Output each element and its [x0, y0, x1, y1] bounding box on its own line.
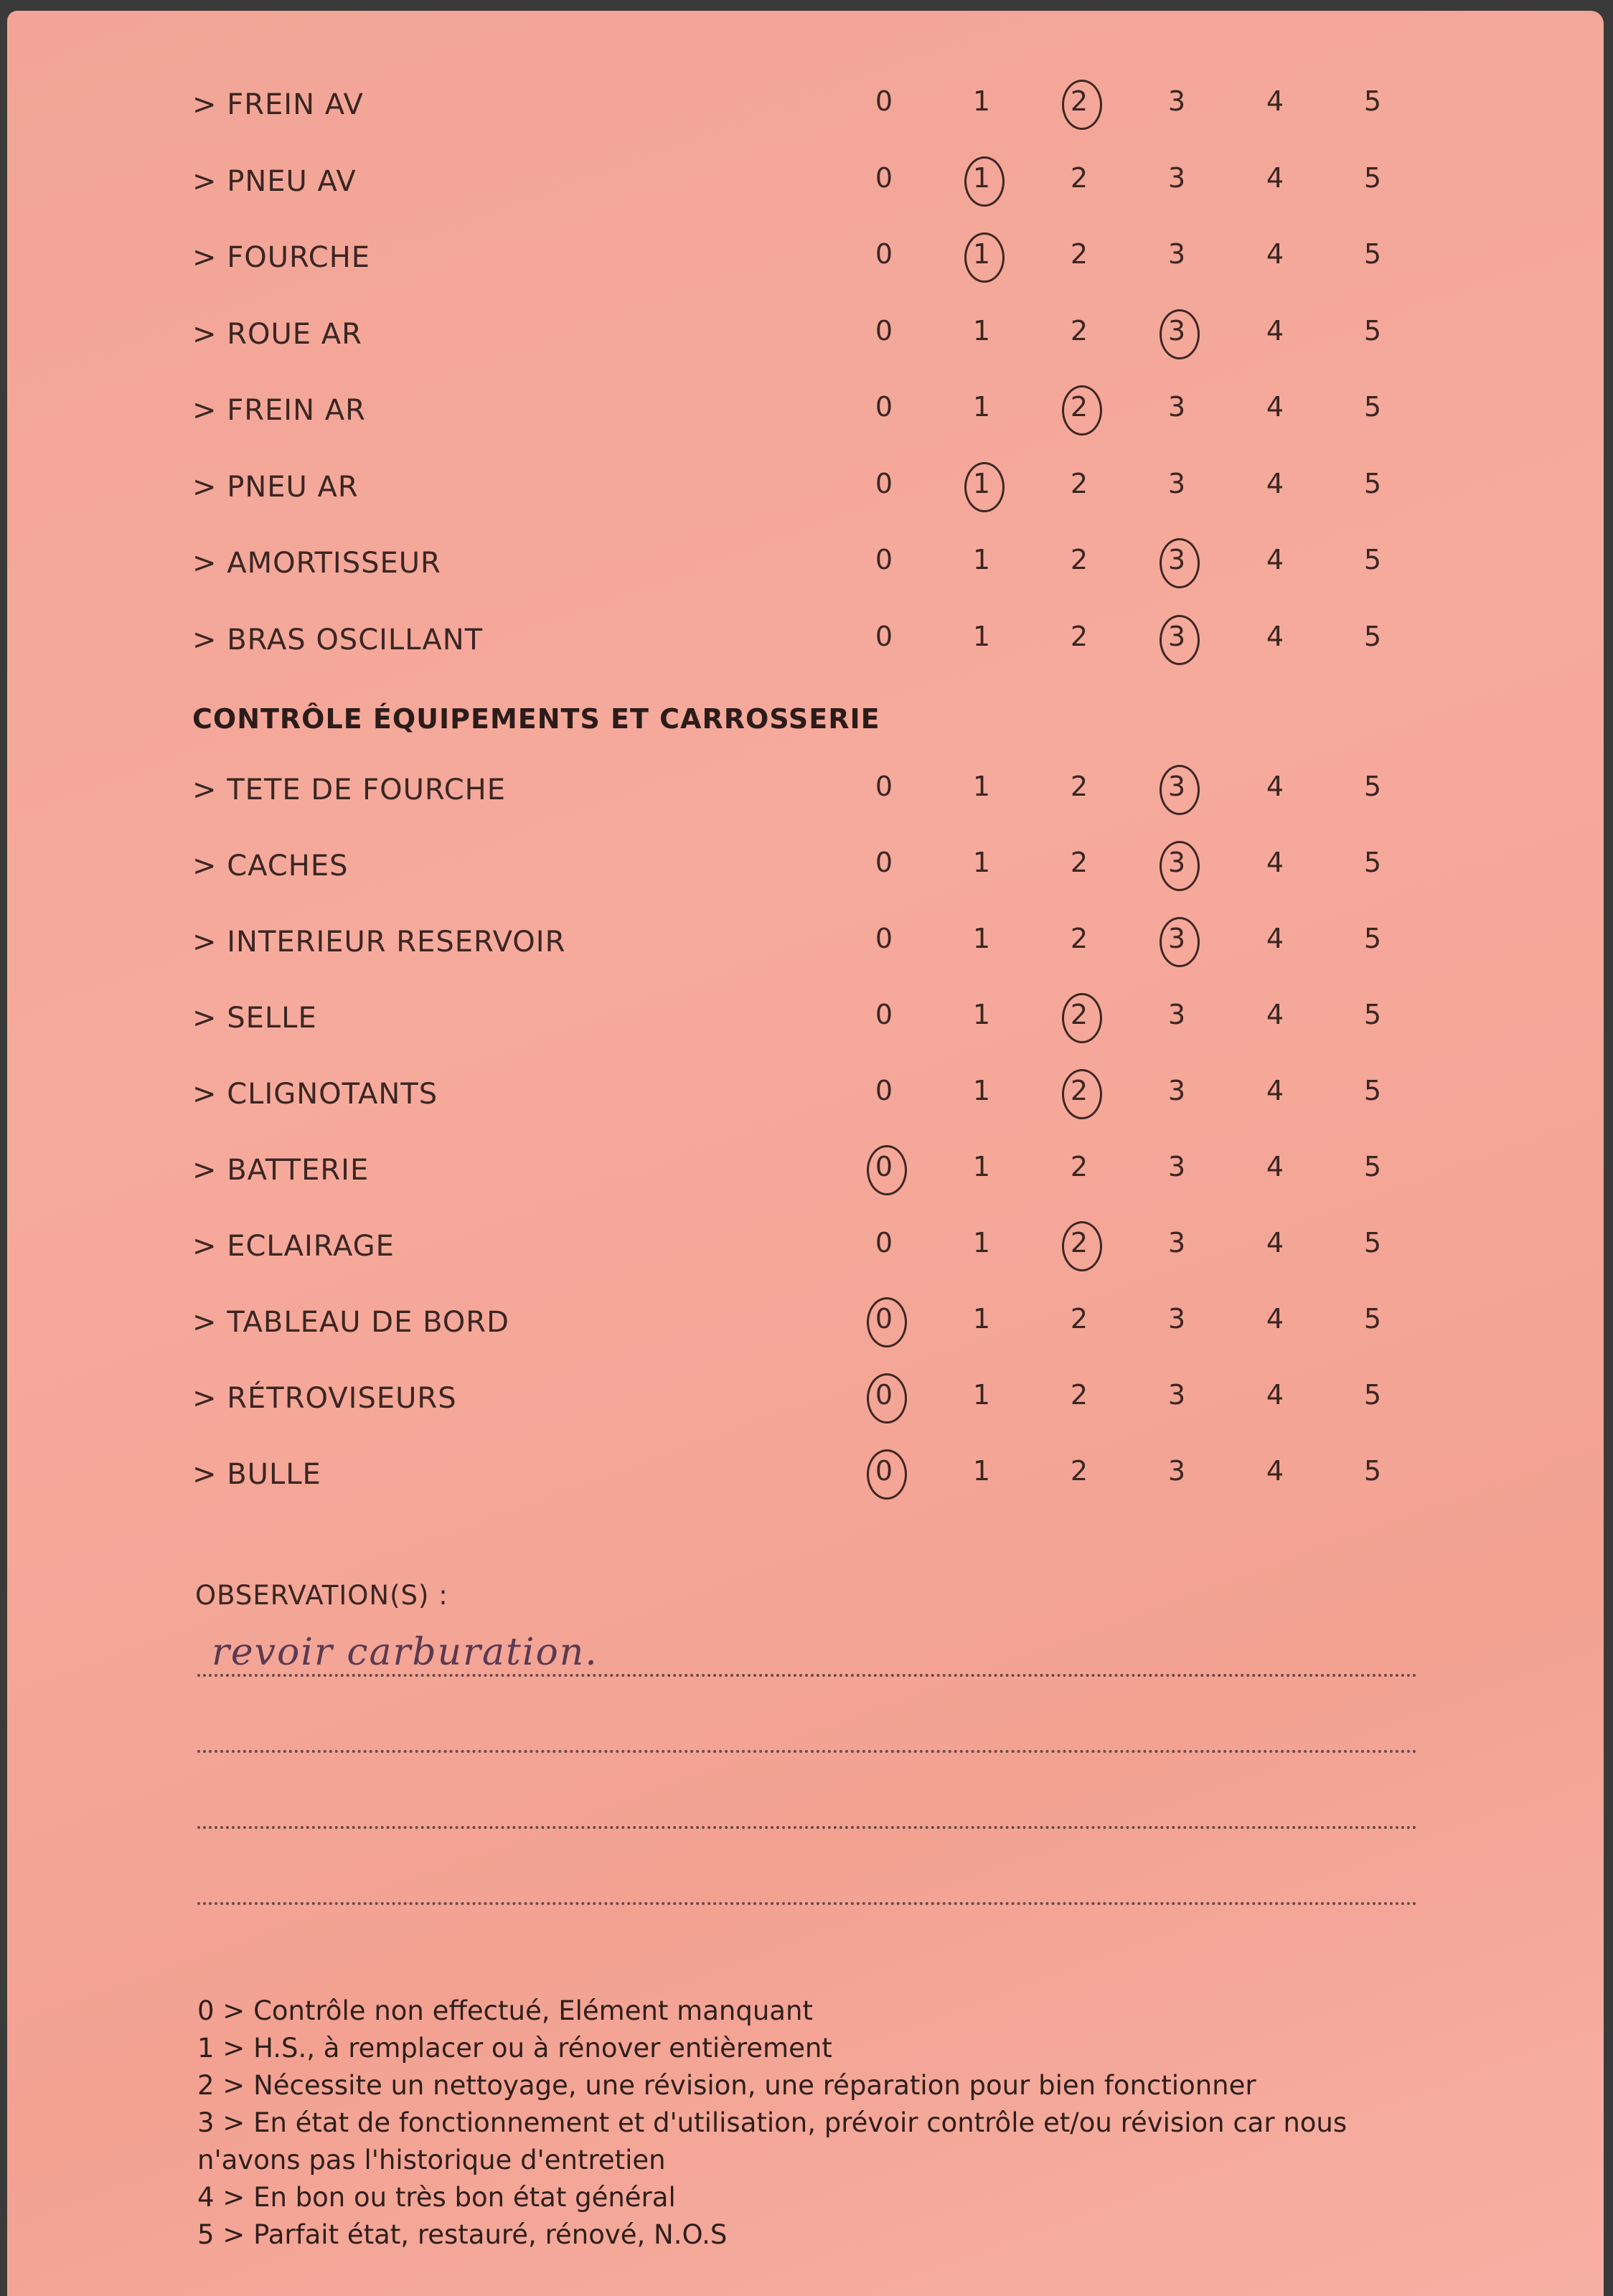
rating-option-selected: 0 — [862, 1151, 906, 1182]
rating-option: 1 — [972, 85, 991, 117]
rating-option: 5 — [1363, 1455, 1382, 1487]
rating-option: 0 — [875, 771, 893, 802]
rating-option: 1 — [972, 391, 991, 423]
rating-option-selected: 3 — [1155, 315, 1198, 347]
observation-line — [197, 1750, 1417, 1753]
rating-option: 5 — [1363, 999, 1382, 1030]
rating-option: 0 — [875, 923, 893, 954]
legend-item: 0 > Contrôle non effectué, Elément manquant — [197, 1995, 813, 2026]
inspection-sheet — [7, 11, 1604, 2296]
rating-option-selected: 0 — [862, 1379, 906, 1411]
checklist-row — [7, 605, 1613, 677]
rating-option-selected: 0 — [862, 1303, 906, 1335]
legend-item: 3 > En état de fonctionnement et d'utilisation, prévoir contrôle et/ou révision car nous n'avons pas l'historique d'entretien — [197, 2107, 1348, 2175]
rating-option: 5 — [1363, 1227, 1382, 1258]
rating-option: 5 — [1363, 847, 1382, 878]
checklist-row — [7, 146, 1613, 218]
rating-option: 0 — [875, 314, 893, 347]
rating-option: 5 — [1363, 1379, 1382, 1411]
rating-option: 1 — [972, 544, 991, 575]
rating-option: 5 — [1363, 771, 1382, 802]
rating-option-selected: 3 — [1155, 544, 1198, 575]
legend-item: 4 > En bon ou très bon état général — [197, 2182, 676, 2213]
rating-option: 3 — [1167, 85, 1186, 117]
observation-line — [197, 1902, 1417, 1905]
rating-option: 2 — [1070, 1303, 1088, 1335]
checklist-item-label: > BULLE — [192, 1458, 321, 1491]
rating-option: 1 — [972, 1379, 991, 1411]
rating-legend — [197, 1992, 1431, 2254]
rating-option: 3 — [1167, 391, 1186, 423]
rating-option: 4 — [1266, 1303, 1284, 1335]
checklist-item-label: > FREIN AV — [192, 88, 364, 121]
rating-option: 0 — [875, 1075, 893, 1106]
checklist-item-label: > ROUE AR — [192, 317, 362, 351]
rating-option-selected: 2 — [1058, 1075, 1101, 1106]
rating-option-selected: 2 — [1058, 85, 1101, 117]
rating-option: 4 — [1266, 1151, 1284, 1182]
rating-option: 5 — [1363, 923, 1382, 954]
rating-option: 4 — [1266, 1075, 1284, 1106]
rating-option: 1 — [972, 999, 991, 1030]
checklist-row — [7, 755, 1613, 827]
rating-option: 3 — [1167, 1075, 1186, 1106]
rating-option: 0 — [875, 620, 893, 652]
rating-option: 5 — [1363, 620, 1382, 652]
checklist-item-label: > BRAS OSCILLANT — [192, 623, 484, 657]
rating-option: 5 — [1363, 1075, 1382, 1106]
checklist-row — [7, 70, 1613, 141]
rating-option: 2 — [1070, 620, 1088, 652]
rating-option: 3 — [1167, 238, 1186, 270]
rating-option: 2 — [1070, 1151, 1088, 1182]
rating-option: 2 — [1070, 161, 1088, 194]
checklist-item-label: > AMORTISSEUR — [192, 547, 441, 580]
rating-option: 5 — [1363, 238, 1382, 270]
checklist-item-label: > TETE DE FOURCHE — [192, 773, 506, 806]
rating-option: 2 — [1070, 238, 1088, 270]
rating-option: 4 — [1266, 1455, 1284, 1487]
rating-option: 4 — [1266, 847, 1284, 878]
rating-option-selected: 2 — [1058, 1227, 1101, 1258]
rating-option: 2 — [1070, 467, 1088, 499]
rating-option: 5 — [1363, 1151, 1382, 1182]
rating-option: 5 — [1363, 1303, 1382, 1335]
rating-option: 5 — [1363, 467, 1382, 499]
rating-option: 4 — [1266, 544, 1284, 575]
rating-option: 0 — [875, 1227, 893, 1258]
checklist-row — [7, 222, 1613, 294]
rating-option: 3 — [1167, 999, 1186, 1030]
rating-option: 1 — [972, 620, 991, 652]
rating-option: 2 — [1070, 1379, 1088, 1411]
rating-option: 2 — [1070, 771, 1088, 802]
rating-option: 4 — [1266, 620, 1284, 652]
rating-option: 4 — [1266, 999, 1284, 1030]
observation-line — [197, 1674, 1417, 1677]
rating-option: 0 — [875, 544, 893, 575]
rating-option: 1 — [972, 1455, 991, 1487]
rating-option: 1 — [972, 1151, 991, 1182]
rating-option: 3 — [1167, 161, 1186, 194]
rating-option: 0 — [875, 161, 893, 194]
rating-option: 3 — [1167, 467, 1186, 499]
checklist-row — [7, 1135, 1613, 1207]
checklist-row — [7, 1287, 1613, 1359]
checklist-row — [7, 907, 1613, 979]
checklist-item-label: > TABLEAU DE BORD — [192, 1306, 509, 1339]
checklist-item-label: > CACHES — [192, 850, 349, 883]
rating-option: 3 — [1167, 1379, 1186, 1411]
rating-option: 3 — [1167, 1227, 1186, 1258]
rating-option-selected: 3 — [1155, 847, 1198, 878]
checklist-row — [7, 983, 1613, 1055]
rating-option: 5 — [1363, 391, 1382, 423]
checklist-item-label: > CLIGNOTANTS — [192, 1078, 438, 1111]
checklist-item-label: > PNEU AR — [192, 470, 359, 504]
checklist-row — [7, 831, 1613, 903]
observations-title: OBSERVATION(S) : — [195, 1580, 448, 1611]
rating-option-selected: 1 — [960, 238, 1003, 270]
checklist-item-label: > FREIN AR — [192, 394, 366, 427]
rating-option-selected: 2 — [1058, 999, 1101, 1030]
rating-option-selected: 0 — [862, 1455, 906, 1487]
rating-option: 2 — [1070, 314, 1088, 347]
checklist-item-label: > ECLAIRAGE — [192, 1230, 395, 1263]
rating-option: 4 — [1266, 1379, 1284, 1411]
rating-option: 4 — [1266, 314, 1284, 347]
rating-option-selected: 2 — [1058, 391, 1101, 423]
checklist-item-label: > RÉTROVISEURS — [192, 1382, 457, 1415]
checklist-row — [7, 528, 1613, 600]
rating-option-selected: 3 — [1155, 923, 1198, 954]
checklist-item-label: > FOURCHE — [192, 241, 371, 274]
rating-option: 4 — [1266, 161, 1284, 194]
rating-option-selected: 1 — [960, 468, 1003, 499]
rating-option: 5 — [1363, 544, 1382, 575]
rating-option: 2 — [1070, 1455, 1088, 1487]
rating-option: 5 — [1363, 85, 1382, 117]
checklist-item-label: > BATTERIE — [192, 1154, 370, 1187]
checklist-item-label: > PNEU AV — [192, 164, 357, 198]
checklist-row — [7, 1059, 1613, 1131]
rating-option: 0 — [875, 847, 893, 878]
observation-handwritten-note: revoir carburation. — [212, 1631, 598, 1674]
rating-option: 1 — [972, 1303, 991, 1335]
rating-option: 0 — [875, 999, 893, 1030]
rating-option: 3 — [1167, 1151, 1186, 1182]
rating-option: 0 — [875, 238, 893, 270]
rating-option: 3 — [1167, 1303, 1186, 1335]
rating-option: 1 — [972, 1075, 991, 1106]
checklist-row — [7, 375, 1613, 447]
rating-option: 5 — [1363, 314, 1382, 347]
rating-option-selected: 3 — [1155, 771, 1198, 802]
checklist-row — [7, 1439, 1613, 1511]
rating-option: 4 — [1266, 391, 1284, 423]
checklist-row — [7, 1211, 1613, 1283]
rating-option: 4 — [1266, 467, 1284, 499]
rating-option: 4 — [1266, 238, 1284, 270]
rating-option-selected: 3 — [1155, 621, 1198, 652]
rating-option-selected: 1 — [960, 162, 1003, 194]
rating-option: 0 — [875, 391, 893, 423]
rating-option: 3 — [1167, 1455, 1186, 1487]
section-title: CONTRÔLE ÉQUIPEMENTS ET CARROSSERIE — [192, 703, 880, 735]
rating-option: 1 — [972, 1227, 991, 1258]
rating-option: 1 — [972, 771, 991, 802]
checklist-row — [7, 1363, 1613, 1435]
legend-item: 1 > H.S., à remplacer ou à rénover entièrement — [197, 2033, 832, 2064]
checklist-row — [7, 452, 1613, 524]
rating-option: 2 — [1070, 847, 1088, 878]
observation-line — [197, 1826, 1417, 1829]
rating-option: 0 — [875, 85, 893, 117]
rating-option: 4 — [1266, 771, 1284, 802]
legend-item: 2 > Nécessite un nettoyage, une révision, une réparation pour bien fonctionner — [197, 2070, 1256, 2101]
rating-option: 1 — [972, 847, 991, 878]
rating-option: 0 — [875, 467, 893, 499]
rating-option: 4 — [1266, 923, 1284, 954]
rating-option: 1 — [972, 314, 991, 347]
rating-option: 4 — [1266, 1227, 1284, 1258]
legend-item: 5 > Parfait état, restauré, rénové, N.O.S — [197, 2219, 728, 2250]
checklist-item-label: > INTERIEUR RESERVOIR — [192, 926, 566, 959]
rating-option: 2 — [1070, 923, 1088, 954]
rating-option: 2 — [1070, 544, 1088, 575]
checklist-item-label: > SELLE — [192, 1002, 317, 1035]
rating-option: 4 — [1266, 85, 1284, 117]
checklist-row — [7, 299, 1613, 371]
rating-option: 1 — [972, 923, 991, 954]
rating-option: 5 — [1363, 161, 1382, 194]
